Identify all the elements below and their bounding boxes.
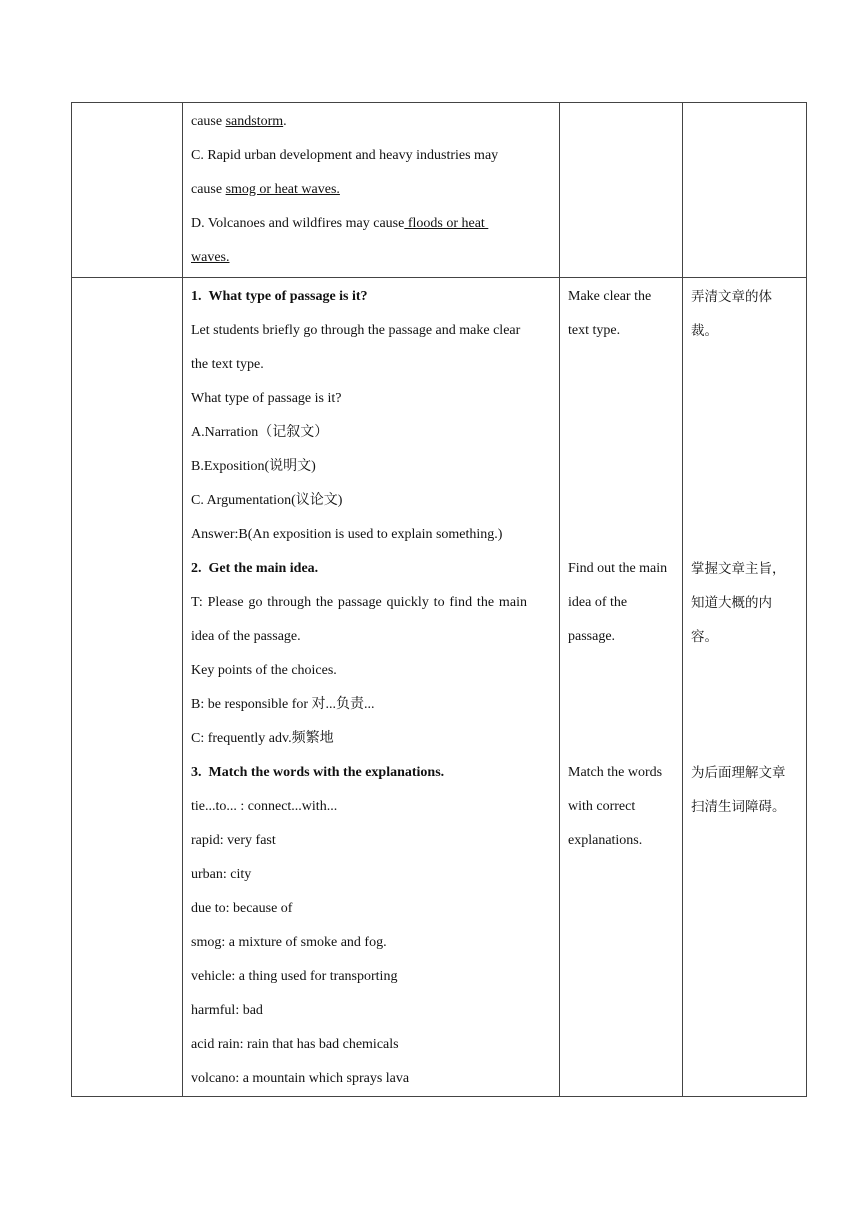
text-line: B: be responsible for 对...负责... [191,697,375,712]
lesson-plan-table [71,102,807,1097]
text: C. Rapid urban development and heavy industries may [191,148,499,163]
intent-cell [683,278,807,1097]
intent-text: 裁。 [691,323,718,339]
activity-cell [183,278,560,1097]
vocab-item: harmful: bad [191,1003,263,1018]
text-line [191,173,551,207]
intent-text: 容。 [691,629,718,645]
vocab-item: due to: because of [191,901,293,916]
table-row [72,278,807,1097]
vocab-item: smog: a mixture of smoke and fog. [191,935,387,950]
section-number: 3. [191,765,202,780]
section-title: Get the main idea. [208,561,319,576]
intent-text: 为后面理解文章 [691,765,786,781]
text-line: C: frequently adv.频繁地 [191,731,334,746]
goal-text: Match the words [568,765,663,780]
goal-text: explanations. [568,833,643,848]
intent-text: 扫清生词障碍。 [691,799,786,815]
section-heading [191,552,551,586]
text: Let students briefly go through the passage and make clear [191,323,521,338]
vocab-item: volcano: a mountain which sprays lava [191,1071,410,1086]
empty-cell [72,103,183,278]
goal-text: with correct [568,799,636,814]
intent-text: 知道大概的内 [691,595,772,611]
question: What type of passage is it? [191,391,342,406]
activity-cell [183,103,560,278]
text: cause [191,182,226,197]
text-line: T: Please go through the passage quickly to find the main [191,595,528,610]
option-a: A.Narration（记叙文） [191,425,329,440]
goal-text: passage. [568,629,616,644]
underlined-text: sandstorm [225,114,284,129]
text: . [283,114,287,129]
section-number: 2. [191,561,202,576]
underlined-text: waves. [191,250,230,265]
text-line: idea of the passage. [191,629,301,644]
vocab-item: tie...to... : connect...with... [191,799,338,814]
underlined-text: floods or heat [404,216,489,231]
vocab-item: acid rain: rain that has bad chemicals [191,1037,399,1052]
text-line [191,105,551,139]
vocab-item: urban: city [191,867,252,882]
option-b: B.Exposition(说明文) [191,459,316,474]
text-line [191,241,551,275]
underlined-text: smog or heat waves. [225,182,340,197]
option-c: C. Argumentation(议论文) [191,493,343,508]
vocab-item: rapid: very fast [191,833,276,848]
intent-text: 掌握文章主旨， [691,561,786,577]
section-title: Match the words with the explanations. [208,765,445,780]
goal-text: idea of the [568,595,628,610]
section-heading [191,280,551,314]
goal-text: text type. [568,323,621,338]
table-row [72,103,807,278]
intent-text: 弄清文章的体 [691,289,772,305]
section-heading [191,756,551,790]
goal-cell [560,278,683,1097]
text: D. Volcanoes and wildfires may cause [191,216,405,231]
answer: Answer:B(An exposition is used to explain something.) [191,527,503,542]
text-line: Key points of the choices. [191,663,337,678]
text-line [191,139,551,173]
text-line [191,207,551,241]
goal-text: Find out the main [568,561,668,576]
goal-cell [560,103,683,278]
vocab-item: vehicle: a thing used for transporting [191,969,398,984]
empty-cell [72,278,183,1097]
section-number: 1. [191,289,202,304]
goal-text: Make clear the [568,289,652,304]
intent-cell [683,103,807,278]
section-title: What type of passage is it? [208,289,368,304]
text-line [191,314,551,348]
text-line: the text type. [191,357,264,372]
text: cause [191,114,226,129]
